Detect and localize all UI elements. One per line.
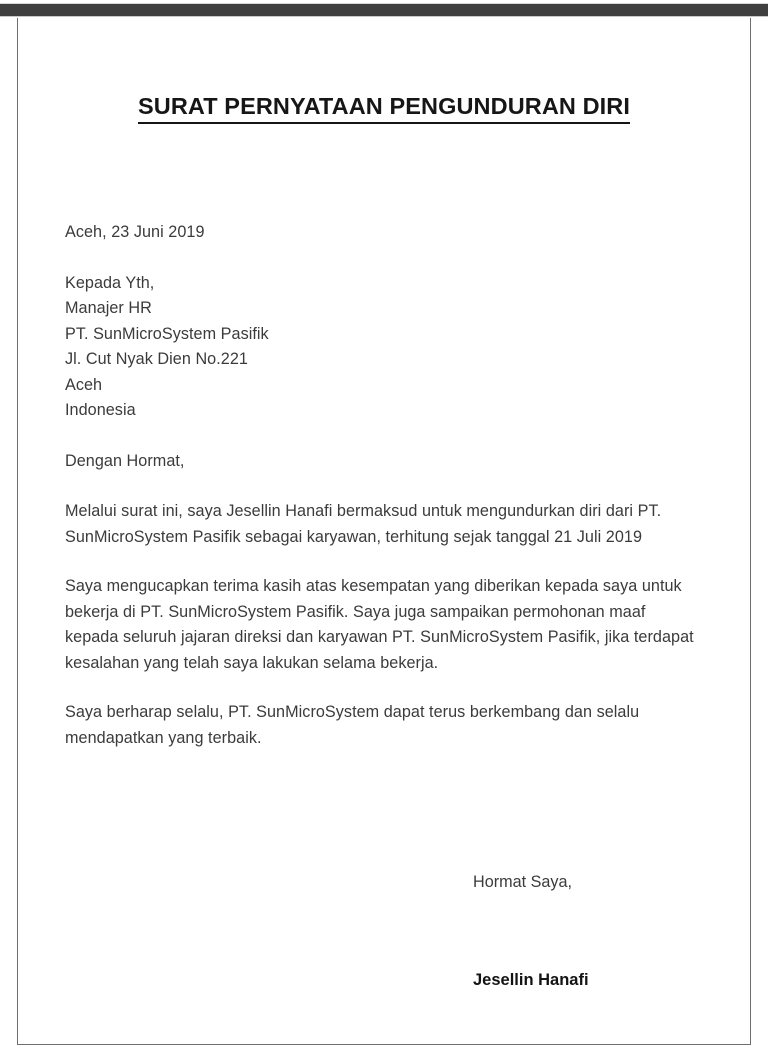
recipient-salutation: Kepada Yth,: [65, 273, 155, 292]
body-paragraph-3: Saya berharap selalu, PT. SunMicroSystem dapat terus berkembang dan selalu mendapatkan yang terbaik.: [65, 703, 640, 747]
recipient-company: PT. SunMicroSystem Pasifik: [65, 324, 269, 343]
page-title: [0, 93, 768, 120]
signature-space: [473, 896, 733, 968]
recipient-city: Aceh: [65, 375, 103, 394]
signature-name: Jesellin Hanafi: [473, 970, 589, 989]
body-paragraph-2: Saya mengucapkan terima kasih atas kesempatan yang diberikan kepada saya untuk bekerja di PT. SunMicroSystem Pasifik. Saya juga sampaikan permohonan maaf kepada seluruh jajaran direksi dan karyawan PT. SunMicroSystem Pasifik, jika terdapat kesalahan yang telah saya lakukan selama bekerja.: [65, 577, 694, 672]
signature-closing: Hormat Saya,: [473, 873, 572, 891]
page-title-text: SURAT PERNYATAAN PENGUNDURAN DIRI: [138, 93, 630, 124]
recipient-block: [65, 271, 703, 424]
letter-body: [65, 220, 703, 751]
date-line: Aceh, 23 Juni 2019: [65, 223, 205, 241]
greeting-line: Dengan Hormat,: [65, 451, 185, 470]
top-header-bar: [0, 3, 768, 17]
recipient-position: Manajer HR: [65, 299, 152, 317]
signature-block: [473, 870, 733, 993]
body-paragraph-1: Melalui surat ini, saya Jesellin Hanafi bermaksud untuk mengundurkan diri dari PT. SunMicroSystem Pasifik sebagai karyawan, terhitung sejak tanggal 21 Juli 2019: [65, 502, 662, 546]
recipient-street: Jl. Cut Nyak Dien No.221: [65, 350, 248, 368]
recipient-country: Indonesia: [65, 401, 136, 419]
